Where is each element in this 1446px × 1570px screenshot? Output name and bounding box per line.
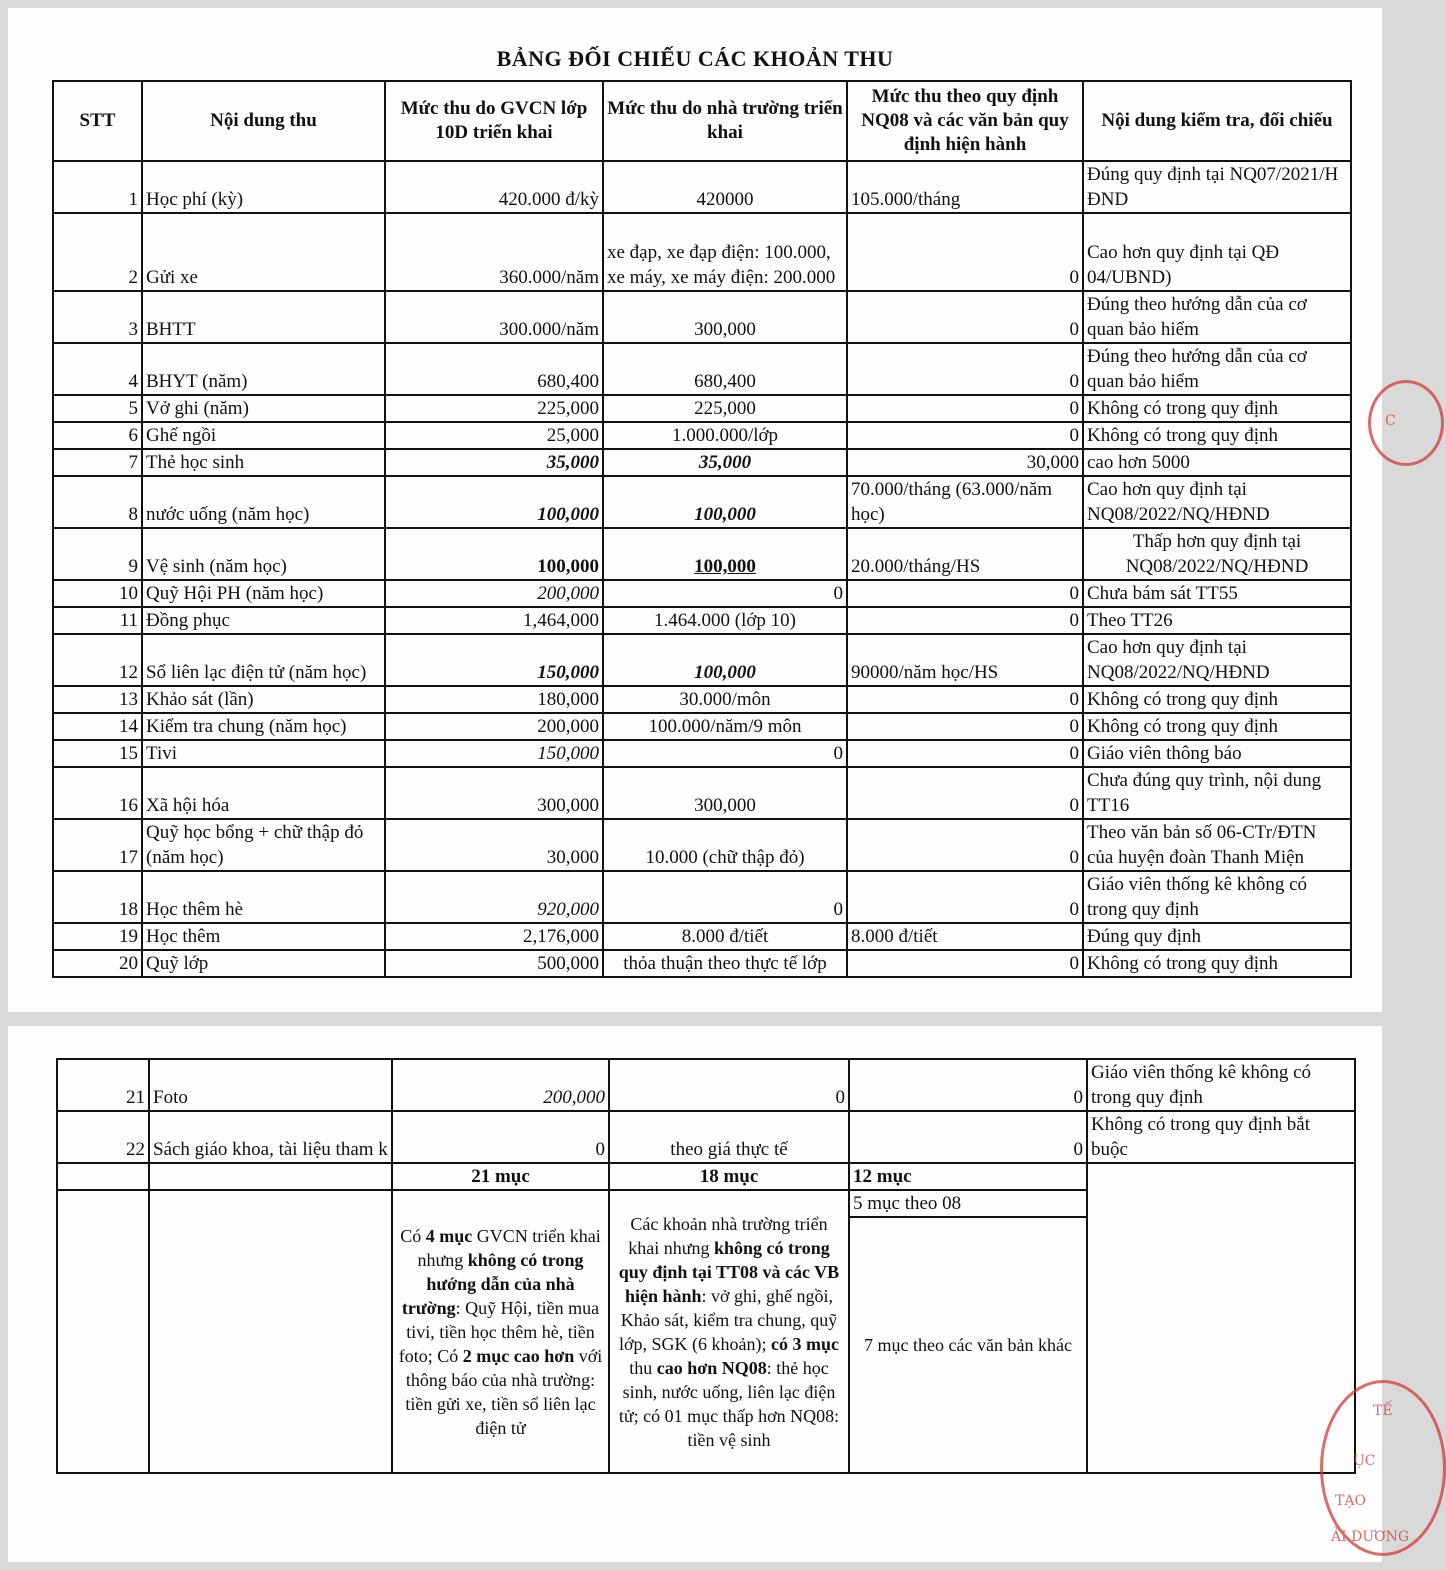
cell-kiem-tra: Cao hơn quy định tại QĐ 04/UBND) <box>1083 213 1351 291</box>
cell-nq08: 0 <box>847 422 1083 449</box>
table-row <box>53 923 1351 950</box>
cell-nq08: 0 <box>847 767 1083 819</box>
fee-comparison-table-continued <box>56 1058 1356 1474</box>
cell-kiem-tra: Giáo viên thống kê không có trong quy định <box>1087 1059 1355 1111</box>
cell-noi-dung: Đồng phục <box>142 607 385 634</box>
cell-nha-truong: 0 <box>603 740 847 767</box>
cell-nq08: 90000/năm học/HS <box>847 634 1083 686</box>
summary-count-row <box>57 1163 1355 1190</box>
note-text: không có trong quy định tại TT08 và các VB hiện hành <box>618 1237 840 1306</box>
cell-stt: 8 <box>53 476 142 528</box>
cell-nha-truong: 100,000 <box>603 476 847 528</box>
cell-stt: 9 <box>53 528 142 580</box>
table-row <box>57 1059 1355 1111</box>
cell-stt: 2 <box>53 213 142 291</box>
cell-kiem-tra: Không có trong quy định <box>1083 395 1351 422</box>
table-row <box>53 422 1351 449</box>
cell-gvcn: 360.000/năm <box>385 213 603 291</box>
cell-kiem-tra: Không có trong quy định <box>1083 713 1351 740</box>
cell-nha-truong: 1.000.000/lớp <box>603 422 847 449</box>
cell-nha-truong: 0 <box>603 871 847 923</box>
note-text: với thông báo của nhà trường: tiền gửi xe, tiền sổ liên lạc điện tử <box>405 1345 603 1438</box>
table-row <box>53 950 1351 977</box>
cell-kiem-tra: Cao hơn quy định tại NQ08/2022/NQ/HĐND <box>1083 476 1351 528</box>
cell-kiem-tra: Đúng quy định <box>1083 923 1351 950</box>
cell-noi-dung: Khảo sát (lần) <box>142 686 385 713</box>
cell-stt: 11 <box>53 607 142 634</box>
cell-noi-dung: Học thêm hè <box>142 871 385 923</box>
cell-gvcn: 500,000 <box>385 950 603 977</box>
cell-stt: 21 <box>57 1059 149 1111</box>
cell-stt: 7 <box>53 449 142 476</box>
cell-kiem-tra: Theo văn bản số 06-CTr/ĐTN của huyện đoàn Thanh Miện <box>1083 819 1351 871</box>
cell-stt: 13 <box>53 686 142 713</box>
cell-nq08: 0 <box>847 343 1083 395</box>
cell-stt: 14 <box>53 713 142 740</box>
cell-gvcn: 30,000 <box>385 819 603 871</box>
cell-noi-dung: Quỹ lớp <box>142 950 385 977</box>
cell-nq08: 0 <box>847 819 1083 871</box>
cell-nq08: 0 <box>847 607 1083 634</box>
cell-gvcn: 200,000 <box>392 1059 609 1111</box>
note-text: : vở ghi, ghế ngồi, Khảo sát, kiểm tra chung, quỹ lớp, SGK (6 khoản); <box>619 1285 838 1354</box>
cell-nq08: 0 <box>847 580 1083 607</box>
cell-stt: 18 <box>53 871 142 923</box>
cell-nq08: 0 <box>847 950 1083 977</box>
cell-stt: 22 <box>57 1111 149 1163</box>
cell-kiem-tra: Thấp hơn quy định tại NQ08/2022/NQ/HĐND <box>1083 528 1351 580</box>
cell-nha-truong: theo giá thực tế <box>609 1111 849 1163</box>
table-row <box>53 449 1351 476</box>
cell-stt: 4 <box>53 343 142 395</box>
table-row <box>53 713 1351 740</box>
cell-kiem-tra: Theo TT26 <box>1083 607 1351 634</box>
cell-noi-dung: Học phí (kỳ) <box>142 161 385 213</box>
cell-noi-dung: Gửi xe <box>142 213 385 291</box>
cell-kiem-tra: Giáo viên thống kê không có trong quy định <box>1083 871 1351 923</box>
cell-noi-dung: Foto <box>149 1059 392 1111</box>
cell-stt: 10 <box>53 580 142 607</box>
cell-nq08: 0 <box>847 713 1083 740</box>
cell-noi-dung: Tivi <box>142 740 385 767</box>
stamp-text: TẾ <box>1373 1403 1393 1419</box>
cell-noi-dung: Sổ liên lạc điện tử (năm học) <box>142 634 385 686</box>
cell-noi-dung: nước uống (năm học) <box>142 476 385 528</box>
stamp-text: ẢI DƯƠNG <box>1331 1529 1410 1545</box>
cell-stt: 17 <box>53 819 142 871</box>
nha-truong-note <box>609 1190 849 1473</box>
cell-noi-dung: Vở ghi (năm) <box>142 395 385 422</box>
cell-nq08: 105.000/tháng <box>847 161 1083 213</box>
cell-gvcn: 0 <box>392 1111 609 1163</box>
cell-stt: 19 <box>53 923 142 950</box>
cell-empty <box>57 1190 149 1473</box>
header-nq08: Mức thu theo quy định NQ08 và các văn bản quy định hiện hành <box>847 81 1083 161</box>
note-text: : Quỹ Hội, tiền mua tivi, tiền học thêm hè, tiền foto; Có <box>398 1297 600 1366</box>
cell-stt: 6 <box>53 422 142 449</box>
cell-nha-truong: 1.464.000 (lớp 10) <box>603 607 847 634</box>
cell-nha-truong: 0 <box>603 580 847 607</box>
nq08-count: 12 mục <box>849 1163 1087 1190</box>
cell-gvcn: 100,000 <box>385 476 603 528</box>
cell-stt: 20 <box>53 950 142 977</box>
cell-gvcn: 100,000 <box>385 528 603 580</box>
table-row <box>53 686 1351 713</box>
header-gvcn: Mức thu do GVCN lớp 10D triển khai <box>385 81 603 161</box>
cell-kiem-tra: Không có trong quy định <box>1083 422 1351 449</box>
table-row <box>53 343 1351 395</box>
cell-gvcn: 150,000 <box>385 740 603 767</box>
nha-truong-count: 18 mục <box>609 1163 849 1190</box>
cell-nha-truong: 300,000 <box>603 291 847 343</box>
cell-nq08: 30,000 <box>847 449 1083 476</box>
table-row <box>53 819 1351 871</box>
cell-noi-dung: Xã hội hóa <box>142 767 385 819</box>
table-row <box>53 476 1351 528</box>
cell-noi-dung: Học thêm <box>142 923 385 950</box>
cell-gvcn: 2,176,000 <box>385 923 603 950</box>
table-row <box>53 740 1351 767</box>
cell-nq08: 70.000/tháng (63.000/năm học) <box>847 476 1083 528</box>
cell-noi-dung: Kiểm tra chung (năm học) <box>142 713 385 740</box>
cell-kiem-tra: Đúng quy định tại NQ07/2021/H ĐND <box>1083 161 1351 213</box>
cell-noi-dung: BHTT <box>142 291 385 343</box>
cell-noi-dung: Quỹ học bổng + chữ thập đỏ (năm học) <box>142 819 385 871</box>
note-text: 4 mục <box>425 1225 473 1246</box>
table-row <box>53 607 1351 634</box>
table-row <box>53 291 1351 343</box>
header-stt: STT <box>53 81 142 161</box>
cell-nq08: 0 <box>847 686 1083 713</box>
cell-nha-truong: 225,000 <box>603 395 847 422</box>
gvcn-note <box>392 1190 609 1473</box>
nq08-sub: 5 mục theo 08 <box>849 1190 1087 1217</box>
cell-nha-truong: thỏa thuận theo thực tế lớp <box>603 950 847 977</box>
note-text: thu <box>629 1357 657 1378</box>
cell-noi-dung: BHYT (năm) <box>142 343 385 395</box>
table-row <box>53 634 1351 686</box>
cell-gvcn: 300,000 <box>385 767 603 819</box>
cell-nha-truong: 100,000 <box>603 634 847 686</box>
cell-noi-dung: Ghế ngồi <box>142 422 385 449</box>
cell-kiem-tra: Đúng theo hướng dẫn của cơ quan bảo hiểm <box>1083 343 1351 395</box>
cell-kiem-tra: Chưa đúng quy trình, nội dung TT16 <box>1083 767 1351 819</box>
cell-nha-truong: 30.000/môn <box>603 686 847 713</box>
cell-gvcn: 680,400 <box>385 343 603 395</box>
cell-stt: 3 <box>53 291 142 343</box>
cell-kiem-tra: Không có trong quy định <box>1083 950 1351 977</box>
cell-stt: 12 <box>53 634 142 686</box>
table-row <box>53 528 1351 580</box>
table-row <box>53 395 1351 422</box>
note-text: Có <box>400 1225 426 1246</box>
cell-stt: 1 <box>53 161 142 213</box>
cell-gvcn: 420.000 đ/kỳ <box>385 161 603 213</box>
cell-nha-truong: 35,000 <box>603 449 847 476</box>
stamp-text: ỤC <box>1353 1453 1376 1469</box>
table-row <box>53 213 1351 291</box>
cell-gvcn: 35,000 <box>385 449 603 476</box>
cell-nq08: 0 <box>847 291 1083 343</box>
cell-empty <box>149 1190 392 1473</box>
cell-nq08: 0 <box>847 871 1083 923</box>
cell-nha-truong: 100.000/năm/9 môn <box>603 713 847 740</box>
cell-nq08: 0 <box>847 395 1083 422</box>
cell-nq08: 0 <box>847 213 1083 291</box>
cell-nha-truong: 100,000 <box>603 528 847 580</box>
cell-kiem-tra: Đúng theo hướng dẫn của cơ quan bảo hiểm <box>1083 291 1351 343</box>
cell-nha-truong: 420000 <box>603 161 847 213</box>
cell-nq08: 0 <box>847 740 1083 767</box>
note-text: 2 mục cao hơn <box>462 1345 575 1366</box>
cell-gvcn: 920,000 <box>385 871 603 923</box>
fee-comparison-table <box>52 80 1352 978</box>
stamp-text: C <box>1385 413 1396 429</box>
table-body <box>53 161 1351 977</box>
cell-stt: 16 <box>53 767 142 819</box>
cell-gvcn: 200,000 <box>385 580 603 607</box>
cell-noi-dung: Sách giáo khoa, tài liệu tham k <box>149 1111 392 1163</box>
cell-nha-truong: 300,000 <box>603 767 847 819</box>
red-stamp <box>1320 1380 1446 1556</box>
cell-kiem-tra: Không có trong quy định bắt buộc <box>1087 1111 1355 1163</box>
cell-kiem-tra: Giáo viên thông báo <box>1083 740 1351 767</box>
cell-stt: 5 <box>53 395 142 422</box>
cell-kiem-tra: Cao hơn quy định tại NQ08/2022/NQ/HĐND <box>1083 634 1351 686</box>
note-text: Các khoản nhà trường triển khai nhưng <box>628 1213 828 1258</box>
note-text: có 3 mục <box>771 1333 839 1354</box>
cell-gvcn: 180,000 <box>385 686 603 713</box>
cell-gvcn: 300.000/năm <box>385 291 603 343</box>
cell-noi-dung: Quỹ Hội PH (năm học) <box>142 580 385 607</box>
note-text: cao hơn NQ08 <box>656 1357 767 1378</box>
cell-nha-truong: 680,400 <box>603 343 847 395</box>
header-kiem-tra: Nội dung kiểm tra, đối chiếu <box>1083 81 1351 161</box>
table-row <box>57 1111 1355 1163</box>
cell-nha-truong: xe đạp, xe đạp điện: 100.000, xe máy, xe máy điện: 200.000 <box>603 213 847 291</box>
cell-kiem-tra: Chưa bám sát TT55 <box>1083 580 1351 607</box>
nq08-other: 7 mục theo các văn bản khác <box>849 1217 1087 1473</box>
table-row <box>53 871 1351 923</box>
cell-gvcn: 25,000 <box>385 422 603 449</box>
cell-gvcn: 150,000 <box>385 634 603 686</box>
gvcn-count: 21 mục <box>392 1163 609 1190</box>
cell-gvcn: 225,000 <box>385 395 603 422</box>
header-noi-dung: Nội dung thu <box>142 81 385 161</box>
document-title: BẢNG ĐỐI CHIẾU CÁC KHOẢN THU <box>496 46 894 71</box>
cell-nha-truong: 0 <box>609 1059 849 1111</box>
cell-kiem-tra: cao hơn 5000 <box>1083 449 1351 476</box>
table-header-row <box>53 81 1351 161</box>
red-stamp <box>1368 380 1444 466</box>
cell-stt: 15 <box>53 740 142 767</box>
cell-gvcn: 200,000 <box>385 713 603 740</box>
stamp-text: TẠO <box>1335 1493 1366 1509</box>
cell-noi-dung: Thẻ học sinh <box>142 449 385 476</box>
cell-nq08: 0 <box>849 1111 1087 1163</box>
cell-kiem-tra: Không có trong quy định <box>1083 686 1351 713</box>
cell-nha-truong: 8.000 đ/tiết <box>603 923 847 950</box>
cell-empty <box>57 1163 149 1190</box>
table-row <box>53 767 1351 819</box>
table-row <box>53 580 1351 607</box>
cell-empty <box>1087 1163 1355 1473</box>
table-row <box>53 161 1351 213</box>
cell-nq08: 20.000/tháng/HS <box>847 528 1083 580</box>
cell-empty <box>149 1163 392 1190</box>
header-nha-truong: Mức thu do nhà trường triển khai <box>603 81 847 161</box>
cell-noi-dung: Vệ sinh (năm học) <box>142 528 385 580</box>
cell-gvcn: 1,464,000 <box>385 607 603 634</box>
cell-nq08: 8.000 đ/tiết <box>847 923 1083 950</box>
note-text: : thẻ học sinh, nước uống, liên lạc điện tử; có 01 mục thấp hơn NQ08: tiền vệ sinh <box>618 1357 840 1450</box>
cell-nha-truong: 10.000 (chữ thập đỏ) <box>603 819 847 871</box>
note-text: GVCN triển khai nhưng <box>417 1225 601 1270</box>
note-text: không có trong hướng dẫn của nhà trường <box>401 1249 584 1318</box>
cell-nq08: 0 <box>849 1059 1087 1111</box>
